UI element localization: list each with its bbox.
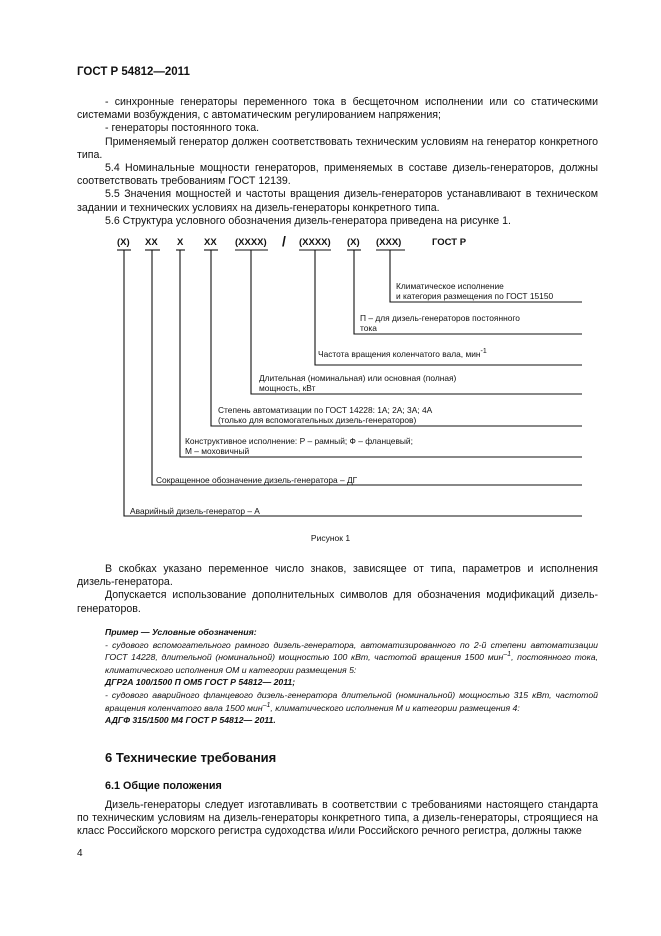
label-design: Конструктивное исполнение: Р – рамный; Ф – фланцевый; М – моховичный — [185, 436, 413, 457]
example-block — [105, 626, 598, 727]
paragraph-block-2 — [77, 563, 598, 616]
code-climate: (XXX) — [376, 237, 402, 248]
label-emergency: Аварийный дизель-генератор – А — [130, 506, 260, 516]
para-brackets: В скобках указано переменное число знаков, зависящее от типа, параметров и исполнения дизель-генератора. — [77, 563, 598, 589]
para-dc-generators: - генераторы постоянного тока. — [105, 122, 260, 135]
subsection-heading: 6.1 Общие положения — [105, 780, 222, 792]
label-power: Длительная (номинальная) или основная (полная) мощность, кВт — [259, 373, 457, 394]
leader-rpm — [315, 250, 582, 365]
paragraph-block-3 — [77, 799, 598, 839]
code-abbrev: XX — [145, 237, 158, 248]
example-title: Пример — Условные обозначения: — [105, 627, 257, 637]
label-dc: П – для дизель-генераторов постоянного тока — [360, 313, 520, 334]
section-heading: 6 Технические требования — [105, 750, 277, 765]
para-sync-generators: - синхронные генераторы переменного тока в бесщеточном исполнении или со статическими системами возбуждения, с автоматическим регулированием напряжения; — [77, 96, 598, 122]
page-number: 4 — [77, 848, 83, 859]
code-power: (XXXX) — [235, 237, 267, 248]
figure-caption: Рисунок 1 — [310, 533, 351, 543]
code-rpm: (XXXX) — [299, 237, 331, 248]
example-2-code: АДГФ 315/1500 М4 ГОСТ Р 54812— 2011. — [105, 715, 276, 726]
example-1-desc: - судового вспомогательного рамного дизель-генератора, автоматизированного по 2-й степени автоматизации ГОСТ 14228, длительной (номинальной) мощностью 100 кВт, частотой вращения 1500 мин$^{-1}$, постоянного тока, климатического исполнения ОМ и категории размещения 5: — [105, 639, 598, 675]
para-5-4: 5.4 Номинальные мощности генераторов, применяемых в составе дизель-генераторов, должны соответствовать требованиям ГОСТ 12139. — [77, 162, 598, 188]
para-6-1: Дизель-генераторы следует изготавливать в соответствии с требованиями настоящего стандарта по техническим условиям на дизель-генераторы конкретного типа, а дизель-генераторы, строящиеся на класс Российского морского регистра судоходства и/или Российского речного регистра, должны также — [77, 799, 598, 838]
para-additional-symbols: Допускается использование дополнительных символов для обозначения модификаций дизель-генераторов. — [77, 589, 598, 615]
code-design: X — [177, 237, 184, 248]
label-climate: Климатическое исполнение и категория размещения по ГОСТ 15150 — [396, 281, 554, 302]
example-1-code: ДГР2А 100/1500 П ОМ5 ГОСТ Р 54812— 2011; — [105, 677, 296, 688]
code-automation: XX — [204, 237, 217, 248]
code-gost: ГОСТ Р — [432, 237, 467, 248]
leader-automation — [211, 250, 582, 426]
para-generator-type: Применяемый генератор должен соответствовать техническим условиям на генератор конкретного типа. — [77, 135, 598, 161]
label-rpm: Частота вращения коленчатого вала, мин$^{-1}$ — [318, 348, 487, 359]
example-2-desc: - судового аварийного фланцевого дизель-генератора длительной (номинальной) мощностью 315 кВт, частотой вращения коленчатого вала 1500 мин$^{-1}$, климатического исполнения М и категории размещения 4: — [105, 689, 598, 713]
para-5-5: 5.5 Значения мощностей и частоты вращения дизель-генераторов устанавливают в техническом задании и технических условиях на дизель-генераторы конкретного типа. — [77, 188, 598, 214]
code-emergency: (X) — [117, 237, 130, 248]
code-dc: (X) — [347, 237, 360, 248]
code-slash: / — [282, 233, 286, 249]
label-abbrev: Сокращенное обозначение дизель-генератора – ДГ — [156, 475, 358, 485]
page-header: ГОСТ Р 54812—2011 — [77, 66, 190, 78]
label-automation: Степень автоматизации по ГОСТ 14228: 1А; 2А; 3А; 4А (только для вспомогательных дизель-генераторов) — [218, 405, 433, 426]
para-5-6: 5.6 Структура условного обозначения дизель-генератора приведена на рисунке 1. — [105, 214, 511, 227]
